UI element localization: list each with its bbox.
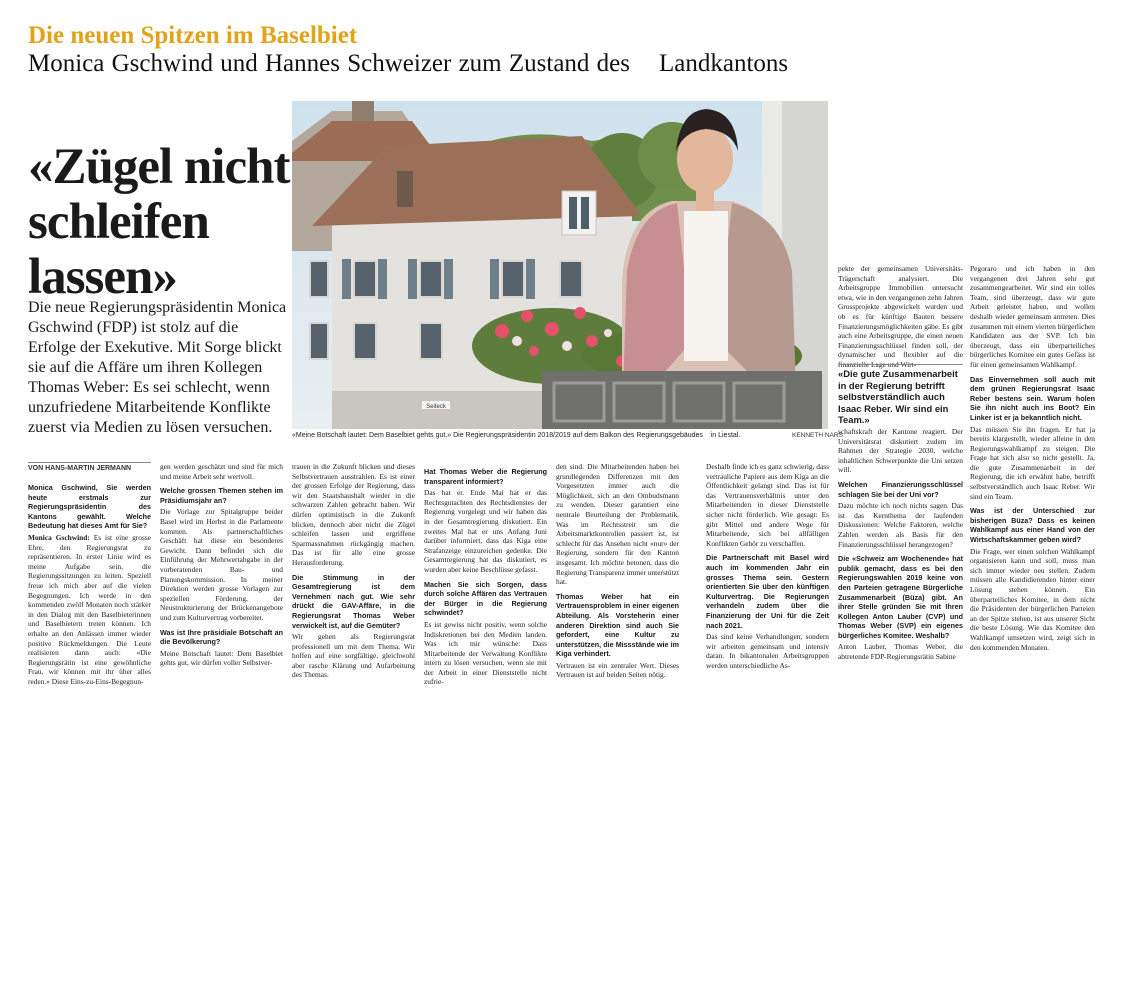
body-paragraph: pekte der gemeinsamen Universitäts-Trägerschaft analysiert. Die Arbeitsgruppe Immobilien untersucht etwa, wie in den vergangenen zehn Jahren Grossprojekte abgewickelt wurden und ob es für künftige Bauten bessere Finanzierungsmöglichkeiten gäbe. Es gibt auch eine Arbeitsgruppe, die einen neuen Finanzierungsschlüssel finden soll, der dynamischer und flexibler auf die finanzielle Lage und Wirt- bbox=[838, 264, 963, 369]
body-paragraph: trauen in die Zukunft blicken und dieses Selbstvertrauen ausstrahlen. Es ist einer der grossen Erfolge der Regierung, dass wir den Staatshaushalt wieder in die schwarzen Zahlen gebracht haben. Wir dürfen optimistisch in die Zukunft blicken, dennoch aber nicht die Zügel schleifen lassen und ergriffene Sparmassnahmen rückgängig machen. Das ist für alle eine grosse Herausforderung. bbox=[292, 462, 415, 567]
pull-quote-rule bbox=[838, 364, 963, 365]
interview-question: Die Partnerschaft mit Basel wird auch im kommenden Jahr ein grosses Thema sein. Gestern orientierten Sie über den künftigen Kulturvertrag. Die Regierungen verhandeln zudem über die Finanzierung der Uni für die Zeit nach 2021. bbox=[706, 553, 829, 630]
interview-question: Welche grossen Themen stehen im Präsidiumsjahr an? bbox=[160, 486, 283, 505]
kicker: Die neuen Spitzen im Baselbiet bbox=[28, 22, 358, 49]
headline-line: «Zügel nicht bbox=[28, 139, 290, 195]
article-column-5 bbox=[556, 462, 679, 682]
interview-question: Machen Sie sich Sorgen, dass durch solche Affären das Vertrauen der Bürger in die Regierung schwindet? bbox=[424, 579, 547, 618]
interview-question: Das Einvernehmen soll auch mit dem grünen Regierungsrat Isaac Reber bestens sein. Warum holen Sie ihn nicht auch ins Boot? Ein Linker ist er ja bekanntlich nicht. bbox=[970, 374, 1095, 422]
body-paragraph: Die Frage, wer einen solchen Wahlkampf organisieren kann und soll, muss man sich immer wieder neu stellen. Zudem müssen alle Kandidierenden hinter einer Lösung stehen können. Ein überparteiliches Komitee, in dem nicht die Präsidenten der bürgerlichen Parteien an der Spitze stehen, ist aus unserer Sicht die beste Lösung. Wie das Komitee den Wahlkampf umsetzen wird, zeigt sich in den kommenden Monaten. bbox=[970, 546, 1095, 652]
shop-sign: Seiteck bbox=[426, 404, 446, 410]
body-paragraph: Das hat er. Ende Mai hat er das Rechtsgutachten des Rechtsdienstes der Regierung vorgelegt und wir haben das in der Gesamtregierung diskutiert. Ein zweites Mal hat er uns Anfang Juni darüber informiert, dass das Kiga eine Strafanzeige einzureichen gedenke. Die Gesamtregierung hat das diskutiert, es wurden aber keine Beschlüsse gefasst. bbox=[424, 488, 547, 574]
body-paragraph: gen werden geschätzt und sind für mich und meine Arbeit sehr wertvoll. bbox=[160, 462, 283, 481]
byline: VON HANS-MARTIN JERMANN bbox=[28, 465, 132, 472]
interview-question: Was ist der Unterschied zur bisherigen Büza? Dass es keinen Wahlkampf aus einer Hand von der Wirtschaftskammer geben wird? bbox=[970, 506, 1095, 545]
interview-question: Hat Thomas Weber die Regierung transparent informiert? bbox=[424, 467, 547, 486]
photo-credit: KENNETH NARS bbox=[792, 432, 843, 439]
answer-text: Es ist eine grosse Ehre, den Regierungsrat zu repräsentieren. In erster Linie wird es meine Aufgabe sein, die Regierungssitzungen zu leiten. Speziell freue ich mich aber auf die vielen Begegnungen. Ich werde in den kommenden zwölf Monaten noch stärker in den Dialog mit den Baselbieterinnen und Baselbietern treten können. Ich erhalte an den Anlässen immer wieder positive Rückmeldungen. Die Leute realisieren dann auch: «Die Regierungsrätin ist eine gewöhnliche Frau, wir können mit ihr über alles reden.» Diese Eins-zu-Eins-Begegnun- bbox=[28, 532, 151, 686]
headline-line: schleifen bbox=[28, 194, 209, 250]
body-paragraph: Vertrauen ist ein zentraler Wert. Dieses Vertrauen ist auf beiden Seiten nötig. bbox=[556, 660, 679, 680]
pull-quote: «Die gute Zusammenarbeit in der Regierung betrifft selbstverständlich auch Isaac Reber. Wir sind ein Team.» bbox=[838, 368, 958, 425]
article-column-2 bbox=[160, 462, 283, 670]
interview-answer bbox=[28, 533, 151, 687]
interview-question: Die Stimmung in der Gesamtregierung ist dem Vernehmen nach gut. Wie sehr drückt die GAV-Affäre, in die Regierungsrat Thomas Weber verwickelt ist, auf die Gemüter? bbox=[292, 572, 415, 630]
interview-question: Was ist Ihre präsidiale Botschaft an die Bevölkerung? bbox=[160, 627, 283, 647]
body-paragraph: Pegoraro und ich haben in den vergangenen drei Jahren sehr gut zusammengearbeitet. Wir sind ein tolles Team, sind überzeugt, dass wir gute Arbeit geleistet haben, und wollen deshalb wieder gemeinsam antreten. Dies zusammen mit einem vierten bürgerlichen Kandidaten aus der SVP. Ich bin überzeugt, dass ein überparteiliches bürgerliches Komitee ein gutes Gefäss ist für einen gemeinsamen Wahlkampf. bbox=[970, 264, 1095, 369]
article-column-8 bbox=[970, 264, 1095, 654]
interview-question: Thomas Weber hat ein Vertrauensproblem in einer eigenen Abteilung. Als Vorsteherin einer anderen Direktion sind auch Sie gefordert, eine Kultur zu unterstützen, die Missstände wie im Kiga verhindert. bbox=[556, 591, 679, 659]
headline bbox=[28, 140, 298, 305]
interview-question: Die «Schweiz am Wochenende» hat publik gemacht, dass es bei den Regierungswahlen 2019 keine von den Parteien getragene Bürgerliche Zusammenarbeit (Büza) gibt. An ihrer Stelle gründen Sie mit Ihren Kollegen Anton Lauber (CVP) und Thomas Weber (SVP) ein eigenes bürgerliches Komitee. Weshalb? bbox=[838, 554, 963, 640]
body-paragraph: Wir gehen als Regierungsrat professionell um mit dem Thema. Wir hoffen auf eine sorgfältige, gleichwohl aber rasche Klärung und Aufarbeitung des Themas. bbox=[292, 632, 415, 680]
article-column-7-top bbox=[838, 264, 963, 372]
subheadline: Monica Gschwind und Hannes Schweizer zum Zustand des Landkantons bbox=[28, 50, 789, 77]
body-paragraph: Meine Botschaft lautet: Dem Baselbiet gehts gut, wir dürfen voller Selbstver- bbox=[160, 648, 283, 668]
byline-rule bbox=[28, 462, 151, 463]
interview-question: Welchen Finanzierungsschlüssel schlagen Sie bei der Uni vor? bbox=[838, 479, 963, 499]
lead-paragraph: Die neue Regierungspräsidentin Monica Gschwind (FDP) ist stolz auf die Erfolge der Exekutive. Mit Sorge blickt sie auf die Affäre um ihren Kollegen Thomas Weber: Es sei schlecht, wenn unzufriedene Mitarbeitende Konflikte zuerst via Medien zu lösen versuchen. bbox=[28, 299, 287, 436]
body-paragraph: Das müssen Sie ihn fragen. Er hat ja bereits klargestellt, wieder alleine in den Regierungswahlkampf zu steigen. Die Frage hat sich also so nicht gestellt. Ja, die gute Zusammenarbeit in der Regierung, die ich erwähnt habe, betrifft selbstverständlich auch Isaac Reber. Wir sind ein Team. bbox=[970, 424, 1095, 501]
article-column-6 bbox=[706, 462, 829, 672]
article-photo bbox=[292, 101, 828, 429]
body-paragraph: den sind. Die Mitarbeitenden haben bei grundlegenden Differenzen mit den Vorgesetzten immer auch die Möglichkeit, sich an den Ombudsmann zu wenden. Dieser garantiert eine neutrale Beurteilung der Problematik. Was im Rechtsstreit um die Arbeitsmarktkontrollen passiert ist, ist schlecht für das Ansehen nicht «nur» der Regierung, sondern für den Kanton insgesamt. Ich möchte betonen, dass die Regierung Transparenz immer unterstützt hat. bbox=[556, 462, 679, 587]
body-paragraph: schaftskraft der Kantone reagiert. Der Universitätsrat diskutiert zudem im Rahmen der Strategie 2030, welche inhaltlichen Schwerpunkte die Uni setzen will. bbox=[838, 427, 963, 475]
headline-line: lassen» bbox=[28, 249, 177, 305]
article-column-1 bbox=[28, 478, 151, 688]
body-paragraph: Dazu möchte ich noch nichts sagen. Das ist das Kernthema der laufenden Diskussionen: Welche Faktoren, welche Zahlen werden als Basis für den Finanzierungsschlüssel herangezogen? bbox=[838, 501, 963, 549]
body-paragraph: Es ist gewiss nicht positiv, wenn solche Indiskretionen bei den Medien landen. Was ich mir wünsche: Dass Mitarbeitende der Verwaltung Konflikte intern zu lösen versuchen, wenn sie mit der Arbeit in einer Dienststelle nicht zufrie- bbox=[424, 619, 547, 687]
speaker-label: Monica Gschwind: bbox=[28, 532, 90, 542]
interview-question: Monica Gschwind, Sie werden heute erstmals zur Regierungspräsidentin des Kantons gewählt. Welche Bedeutung hat dieses Amt für Sie? bbox=[28, 483, 151, 531]
article-column-3 bbox=[292, 462, 415, 682]
article-column-4 bbox=[424, 462, 547, 689]
body-paragraph: Deshalb finde ich es ganz schwierig, dass vertrauliche Papiere aus dem Kiga an die Öffentlichkeit gelangt sind. Das ist für das Vertrauensverhältnis unter den Mitarbeitenden in dieser Dienststelle sicher nicht förderlich. Wie gesagt: Es gibt Mittel und andere Wege für Mitarbeitende, sich bei allfälligen Konflikten Gehör zu verschaffen. bbox=[706, 462, 829, 548]
photo-caption: «Meine Botschaft lautet: Dem Baselbiet gehts gut.» Die Regierungspräsidentin 2018/2019 auf dem Balkon des Regierungsgebäudes in Liestal. bbox=[292, 432, 741, 439]
article-column-7 bbox=[838, 427, 963, 664]
body-paragraph: Das sind keine Verhandlungen, sondern wir arbeiten gemeinsam und intensiv daran. In bikantonalen Arbeitsgruppen werden unterschiedliche As- bbox=[706, 632, 829, 670]
body-paragraph: Die Vorlage zur Spitalgruppe beider Basel wird im Herbst in die Parlamente kommen. Als partnerschaftliches Geschäft hat diese ein besonderes Gewicht. Dann befindet sich die Einführung der Mehrwertabgabe in der vorberatenden Bau- und Planungskommission. In meiner Direktion werden grosse Vorlagen zur speziellen Förderung, der Neustrukturierung der Brückenangebote und zum Kulturvertrag vorbereitet. bbox=[160, 507, 283, 622]
body-paragraph: Anton Lauber, Thomas Weber, die abtretende FDP-Regierungsrätin Sabine bbox=[838, 642, 963, 662]
